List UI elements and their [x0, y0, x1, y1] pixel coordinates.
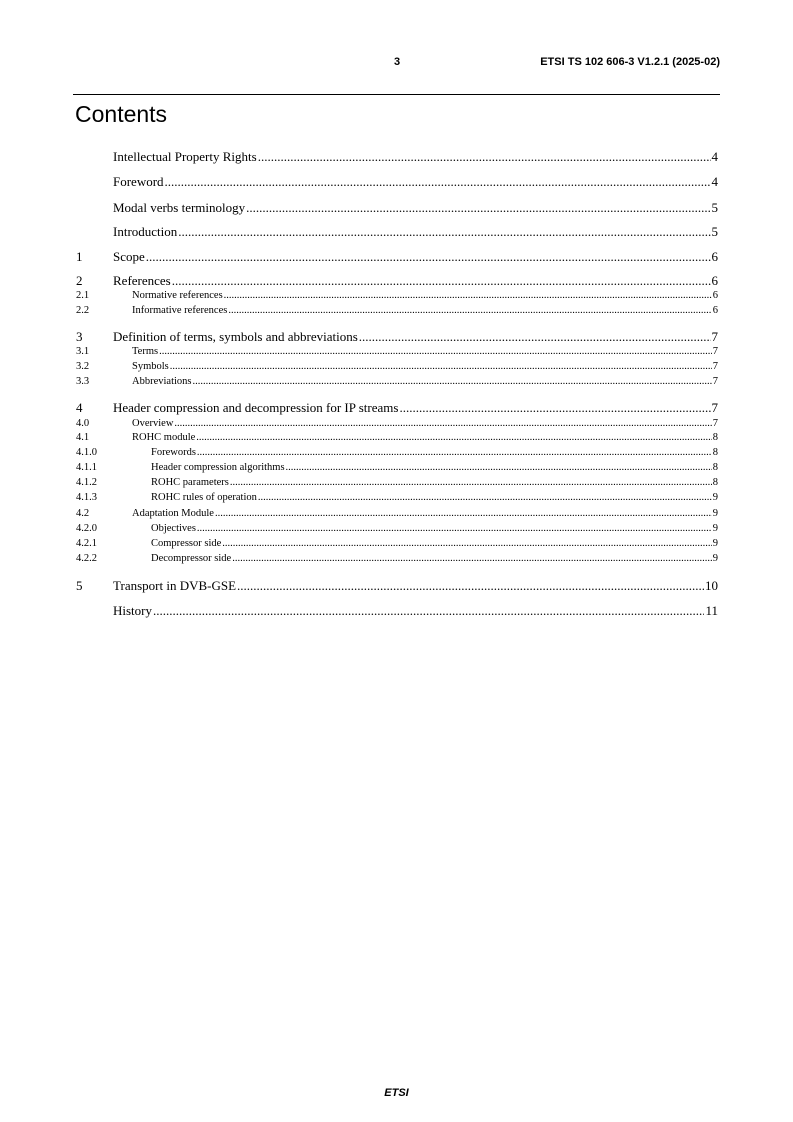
toc-entry[interactable]	[76, 523, 718, 536]
toc-entry-page: 4	[711, 174, 718, 189]
toc-entry-page: 6	[711, 273, 718, 288]
toc-entry-page: 8	[712, 462, 718, 473]
toc-entry-number: 4.0	[76, 418, 90, 429]
toc-leader-dots	[174, 418, 711, 429]
toc-entry[interactable]	[76, 174, 718, 190]
toc-entry-number: 4.1.3	[76, 492, 97, 503]
toc-entry-title: Symbols	[132, 361, 169, 372]
toc-entry[interactable]	[76, 305, 718, 318]
toc-entry-number: 4.2.1	[76, 538, 97, 549]
toc-entry-title: Objectives	[151, 523, 196, 534]
toc-entry-page: 7	[712, 376, 718, 387]
toc-leader-dots	[165, 174, 711, 190]
toc-entry[interactable]	[76, 329, 718, 345]
toc-entry[interactable]	[76, 603, 718, 619]
toc-entry[interactable]	[76, 492, 718, 505]
toc-leader-dots	[246, 200, 710, 216]
toc-entry-number: 3	[76, 329, 83, 344]
toc-entry-page: 9	[712, 523, 718, 534]
toc-entry[interactable]	[76, 224, 718, 240]
toc-entry-title: Transport in DVB-GSE	[113, 578, 237, 593]
page-title: Contents	[75, 101, 168, 127]
toc-leader-dots	[286, 462, 712, 473]
toc-entry-page: 9	[712, 492, 718, 503]
toc-leader-dots	[359, 329, 711, 345]
toc-entry-number: 4.1.0	[76, 447, 97, 458]
toc-entry[interactable]	[76, 418, 718, 431]
toc-entry[interactable]	[76, 553, 718, 566]
toc-entry-page: 9	[712, 508, 718, 519]
toc-entry-title: References	[113, 273, 171, 288]
toc-entry-title: Terms	[132, 346, 159, 357]
toc-entry[interactable]	[76, 376, 718, 389]
toc-entry-title: Adaptation Module	[132, 508, 214, 519]
toc-entry-title: Foreword	[113, 174, 164, 189]
toc-leader-dots	[215, 508, 712, 519]
toc-entry-page: 9	[712, 538, 718, 549]
toc-entry-page: 7	[712, 346, 718, 357]
toc-entry[interactable]	[76, 447, 718, 460]
toc-entry[interactable]	[76, 538, 718, 551]
toc-leader-dots	[228, 305, 711, 316]
toc-entry-page: 7	[712, 361, 718, 372]
toc-entry-number: 5	[76, 578, 83, 593]
toc-entry-title: Overview	[132, 418, 174, 429]
toc-entry[interactable]	[76, 273, 718, 289]
toc-entry-title: Header compression algorithms	[151, 462, 285, 473]
toc-entry-number: 4	[76, 400, 83, 415]
toc-leader-dots	[170, 361, 712, 372]
toc-entry-page: 10	[705, 578, 718, 593]
toc-entry-title: Introduction	[113, 224, 178, 239]
toc-entry-title: ROHC parameters	[151, 477, 229, 488]
toc-leader-dots	[178, 224, 710, 240]
toc-entry-title: Normative references	[132, 290, 223, 301]
toc-entry-page: 5	[711, 200, 718, 215]
toc-entry-title: Header compression and decompression for IP streams	[113, 400, 399, 415]
toc-leader-dots	[159, 346, 712, 357]
toc-leader-dots	[399, 400, 710, 416]
toc-entry-number: 2	[76, 273, 83, 288]
toc-entry[interactable]	[76, 508, 718, 521]
toc-entry-number: 2.1	[76, 290, 90, 301]
toc-entry-title: Modal verbs terminology	[113, 200, 246, 215]
toc-entry[interactable]	[76, 346, 718, 359]
toc-entry-title: Definition of terms, symbols and abbreviations	[113, 329, 358, 344]
toc-entry-number: 2.2	[76, 305, 90, 316]
toc-leader-dots	[222, 538, 711, 549]
toc-entry-page: 6	[712, 290, 718, 301]
toc-leader-dots	[196, 432, 711, 443]
toc-entry-number: 4.1.2	[76, 477, 97, 488]
toc-leader-dots	[153, 603, 704, 619]
toc-leader-dots	[237, 578, 704, 594]
toc-entry-number: 4.1.1	[76, 462, 97, 473]
toc-entry-number: 4.1	[76, 432, 90, 443]
toc-entry-page: 9	[712, 553, 718, 564]
toc-entry-number: 4.2	[76, 508, 90, 519]
toc-leader-dots	[197, 447, 712, 458]
toc-leader-dots	[197, 523, 712, 534]
toc-entry-title: Decompressor side	[151, 553, 232, 564]
toc-entry-title: Compressor side	[151, 538, 222, 549]
toc-entry-page: 7	[711, 400, 718, 415]
toc-entry-title: Informative references	[132, 305, 228, 316]
toc-entry-page: 6	[712, 305, 718, 316]
toc-entry-number: 1	[76, 249, 83, 264]
toc-entry-page: 8	[712, 432, 718, 443]
toc-entry-number: 3.2	[76, 361, 90, 372]
toc-entry-title: ROHC module	[132, 432, 196, 443]
page-number: 3	[394, 56, 401, 68]
toc-entry-page: 8	[712, 477, 718, 488]
toc-leader-dots	[258, 492, 712, 503]
toc-entry-page: 7	[711, 329, 718, 344]
toc-entry-page: 5	[711, 224, 718, 239]
document-id: ETSI TS 102 606-3 V1.2.1 (2025-02)	[540, 56, 720, 68]
toc-leader-dots	[232, 553, 712, 564]
toc-entry-title: Intellectual Property Rights	[113, 149, 257, 164]
toc-leader-dots	[258, 149, 711, 165]
toc-entry-title: Forewords	[151, 447, 196, 458]
page-footer: ETSI	[384, 1087, 409, 1099]
toc-entry-number: 3.1	[76, 346, 90, 357]
toc-leader-dots	[172, 273, 711, 289]
toc-leader-dots	[230, 477, 712, 488]
toc-entry[interactable]	[76, 432, 718, 445]
toc-entry[interactable]	[76, 462, 718, 475]
toc-entry[interactable]	[76, 477, 718, 490]
toc-entry[interactable]	[76, 149, 718, 165]
toc-entry-page: 4	[711, 149, 718, 164]
toc-entry[interactable]	[76, 200, 718, 216]
toc-entry[interactable]	[76, 249, 718, 265]
toc-entry-title: History	[113, 603, 152, 618]
toc-entry-number: 3.3	[76, 376, 90, 387]
toc-entry-number: 4.2.2	[76, 553, 97, 564]
toc-entry[interactable]	[76, 578, 718, 594]
toc-entry-title: Scope	[113, 249, 145, 264]
toc-entry[interactable]	[76, 290, 718, 303]
toc-entry-number: 4.2.0	[76, 523, 97, 534]
toc-entry[interactable]	[76, 400, 718, 416]
toc-entry-title: ROHC rules of operation	[151, 492, 257, 503]
toc-leader-dots	[193, 376, 712, 387]
toc-entry-page: 8	[712, 447, 718, 458]
toc-entry-page: 11	[705, 603, 718, 618]
toc-leader-dots	[146, 249, 711, 265]
toc-entry-page: 6	[711, 249, 718, 264]
toc-entry-title: Abbreviations	[132, 376, 192, 387]
toc-entry[interactable]	[76, 361, 718, 374]
toc-leader-dots	[224, 290, 712, 301]
toc-entry-page: 7	[712, 418, 718, 429]
